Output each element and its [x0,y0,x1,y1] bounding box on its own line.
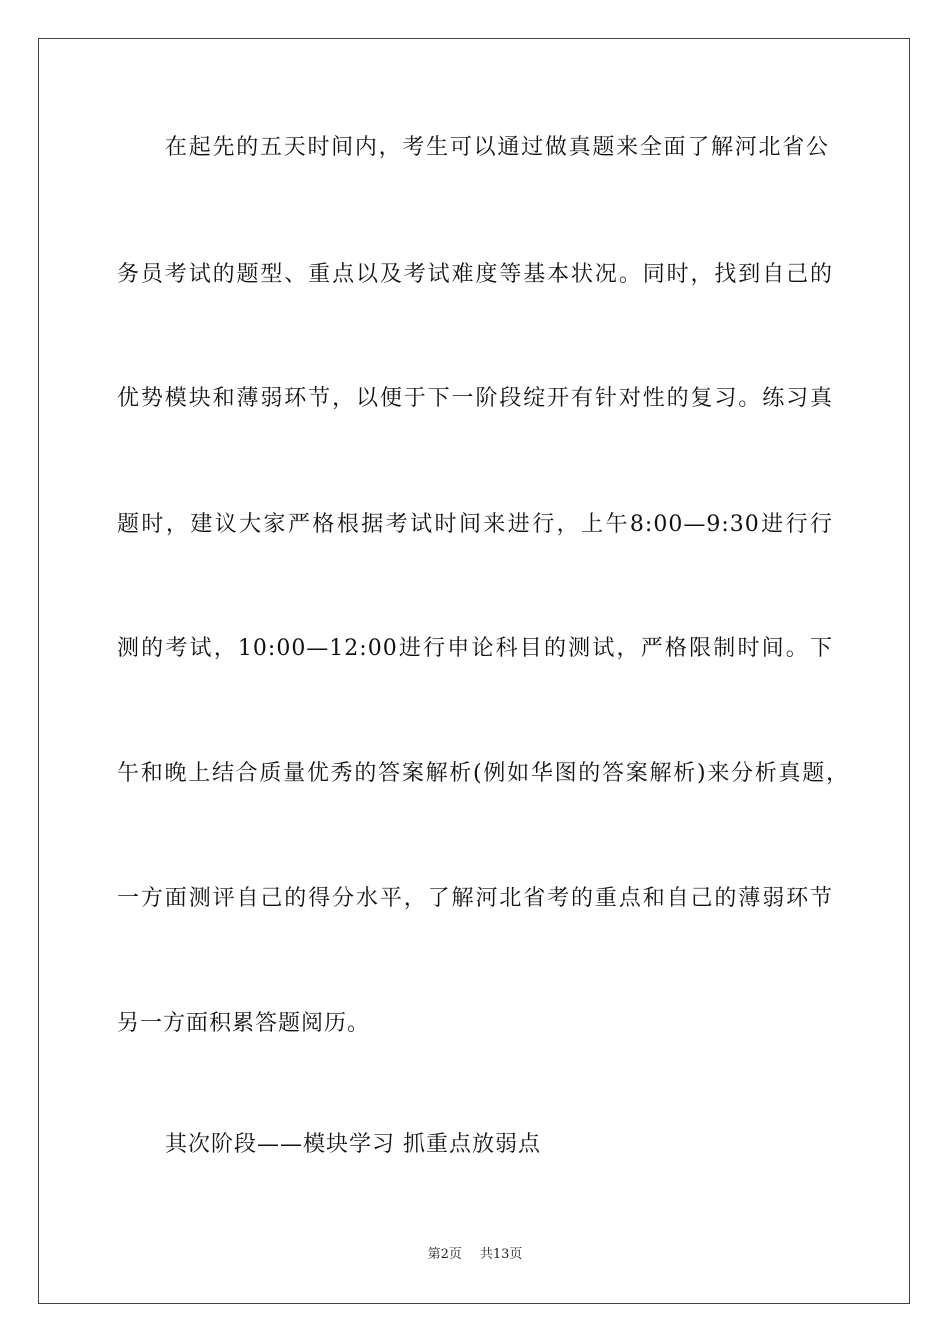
section-heading: 其次阶段——模块学习 抓重点放弱点 [165,1132,541,1157]
paragraph-line-2: 务员考试的题型、重点以及考试难度等基本状况。同时，找到自己的 [117,262,833,287]
paragraph-line-8: 另一方面积累答题阅历。 [117,1011,371,1036]
paragraph-line-6: 午和晚上结合质量优秀的答案解析(例如华图的答案解析)来分析真题， [117,761,849,786]
paragraph-line-5: 测的考试，10:00—12:00进行申论科目的测试，严格限制时间。下 [117,636,833,661]
page-total: 共13页 [479,1247,523,1262]
paragraph-line-3: 优势模块和薄弱环节，以便于下一阶段绽开有针对性的复习。练习真 [117,386,833,411]
page-number: 第2页 [427,1247,462,1262]
paragraph-line-7: 一方面测评自己的得分水平，了解河北省考的重点和自己的薄弱环节 [117,886,833,911]
paragraph-line-4: 题时，建议大家严格根据考试时间来进行，上午8:00—9:30进行行 [117,512,833,537]
page-footer [0,1246,950,1264]
paragraph-line-1: 在起先的五天时间内，考生可以通过做真题来全面了解河北省公 [165,135,829,160]
page-border [38,38,910,1304]
